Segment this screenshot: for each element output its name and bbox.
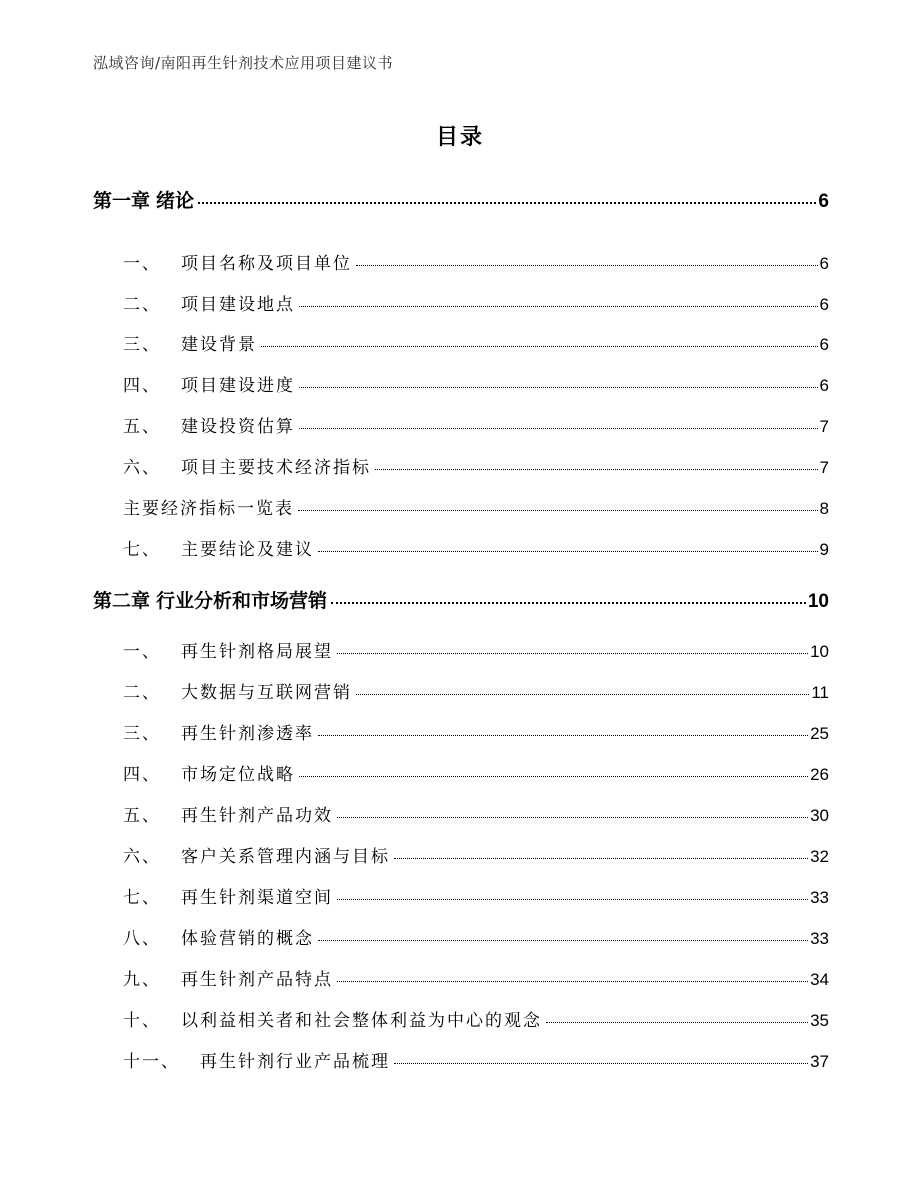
toc-page-number: 35 — [810, 1011, 829, 1030]
toc-entry-title: 体验营销的概念 — [181, 929, 314, 949]
toc-entry-number: 五、 — [123, 417, 161, 437]
toc-section-entry[interactable] — [123, 453, 829, 478]
toc-dot-leader — [299, 306, 818, 307]
toc-section-entry[interactable] — [123, 719, 829, 744]
toc-page-number: 25 — [810, 724, 829, 743]
toc-page-number: 6 — [819, 376, 829, 395]
toc-dot-leader — [337, 817, 808, 818]
toc-page-number: 33 — [810, 888, 829, 907]
toc-dot-leader — [337, 899, 808, 900]
toc-entry-title: 绪论 — [156, 190, 195, 212]
toc-entry-number: 六、 — [123, 847, 161, 867]
toc-entry-title: 建设背景 — [181, 335, 257, 355]
toc-entry-title: 项目主要技术经济指标 — [181, 458, 371, 478]
toc-section-entry[interactable] — [123, 371, 829, 396]
toc-page-number: 37 — [810, 1052, 829, 1071]
toc-page-number: 10 — [807, 591, 829, 612]
toc-dot-leader — [318, 940, 808, 941]
toc-entry-number: 四、 — [123, 376, 161, 396]
toc-section-entry[interactable] — [123, 678, 829, 703]
toc-dot-leader — [356, 265, 818, 266]
toc-entry-number: 第一章 — [93, 190, 151, 212]
toc-page-number: 6 — [819, 335, 829, 354]
toc-entry-number: 七、 — [123, 540, 161, 560]
toc-page-number: 9 — [819, 540, 829, 559]
toc-entry-number: 七、 — [123, 888, 161, 908]
toc-dot-leader — [331, 602, 806, 604]
toc-section-entry[interactable] — [123, 412, 829, 437]
toc-entry-title: 建设投资估算 — [181, 417, 295, 437]
toc-entry-number: 四、 — [123, 765, 161, 785]
toc-section-entry[interactable] — [123, 965, 829, 990]
toc-entry-number: 六、 — [123, 458, 161, 478]
toc-entry-title: 再生针剂格局展望 — [181, 642, 333, 662]
toc-entry-title: 主要结论及建议 — [181, 540, 314, 560]
toc-chapter-entry[interactable] — [93, 186, 829, 213]
toc-page-number: 7 — [819, 458, 829, 477]
toc-dot-leader — [337, 981, 808, 982]
toc-entry-title: 市场定位战略 — [181, 765, 295, 785]
toc-dot-leader — [299, 387, 818, 388]
toc-section-entry[interactable] — [123, 330, 829, 355]
toc-page-number: 34 — [810, 970, 829, 989]
toc-entry-title: 客户关系管理内涵与目标 — [181, 847, 390, 867]
toc-entry-number: 八、 — [123, 929, 161, 949]
toc-section-entry[interactable] — [123, 637, 829, 662]
toc-entry-title: 再生针剂行业产品梳理 — [200, 1052, 390, 1072]
toc-dot-leader — [198, 202, 816, 204]
toc-page-number: 8 — [819, 499, 829, 518]
toc-entry-number: 三、 — [123, 335, 161, 355]
toc-entry-title: 再生针剂渠道空间 — [181, 888, 333, 908]
toc-dot-leader — [394, 1063, 808, 1064]
toc-section-entry[interactable] — [123, 883, 829, 908]
toc-page-number: 6 — [819, 295, 829, 314]
toc-page-number: 6 — [818, 191, 829, 212]
toc-page-number: 26 — [810, 765, 829, 784]
toc-page-number: 33 — [810, 929, 829, 948]
toc-entry-title: 以利益相关者和社会整体利益为中心的观念 — [181, 1011, 542, 1031]
toc-page-number: 30 — [810, 806, 829, 825]
toc-page-number: 7 — [819, 417, 829, 436]
toc-dot-leader — [318, 735, 808, 736]
toc-dot-leader — [298, 510, 818, 511]
toc-page-number: 11 — [811, 683, 829, 702]
toc-dot-leader — [394, 858, 808, 859]
toc-section-entry[interactable] — [123, 249, 829, 274]
toc-entry-number: 一、 — [123, 642, 161, 662]
toc-dot-leader — [337, 653, 808, 654]
toc-page-number: 6 — [819, 254, 829, 273]
toc-page-number: 32 — [810, 847, 829, 866]
toc-entry-number: 一、 — [123, 254, 161, 274]
toc-entry-number: 十、 — [123, 1011, 161, 1031]
toc-entry-title: 主要经济指标一览表 — [123, 499, 294, 519]
toc-entry-title: 再生针剂产品功效 — [181, 806, 333, 826]
toc-entry-number: 二、 — [123, 295, 161, 315]
toc-dot-leader — [261, 346, 818, 347]
toc-section-entry[interactable] — [123, 290, 829, 315]
toc-entry-title: 项目建设地点 — [181, 295, 295, 315]
toc-section-entry[interactable] — [123, 801, 829, 826]
toc-entry-number: 五、 — [123, 806, 161, 826]
toc-section-entry[interactable] — [123, 760, 829, 785]
toc-entry-number: 三、 — [123, 724, 161, 744]
running-header: 泓域咨询/南阳再生针剂技术应用项目建议书 — [93, 54, 394, 72]
toc-chapter-entry[interactable] — [93, 586, 829, 613]
toc-entry-number: 十一、 — [123, 1052, 180, 1072]
toc-title: 目录 — [435, 125, 484, 150]
toc-section-entry[interactable] — [123, 1047, 829, 1072]
toc-entry-title: 再生针剂产品特点 — [181, 970, 333, 990]
toc-entry-title: 大数据与互联网营销 — [181, 683, 352, 703]
toc-entry-title: 再生针剂渗透率 — [181, 724, 314, 744]
toc-entry-title: 项目建设进度 — [181, 376, 295, 396]
toc-section-entry[interactable] — [123, 924, 829, 949]
toc-dot-leader — [299, 428, 818, 429]
toc-dot-leader — [375, 469, 818, 470]
toc-section-entry[interactable] — [123, 1006, 829, 1031]
toc-dot-leader — [356, 694, 809, 695]
toc-entry-title: 项目名称及项目单位 — [181, 254, 352, 274]
toc-entry-number: 二、 — [123, 683, 161, 703]
toc-entry-title: 行业分析和市场营销 — [156, 590, 328, 612]
toc-page-number: 10 — [810, 642, 829, 661]
toc-dot-leader — [546, 1022, 808, 1023]
toc-section-entry[interactable] — [123, 535, 829, 560]
toc-dot-leader — [299, 776, 808, 777]
toc-dot-leader — [318, 551, 818, 552]
toc-entry-number: 九、 — [123, 970, 161, 990]
toc-section-entry[interactable] — [123, 494, 829, 519]
toc-entry-number: 第二章 — [93, 590, 151, 612]
toc-section-entry[interactable] — [123, 842, 829, 867]
